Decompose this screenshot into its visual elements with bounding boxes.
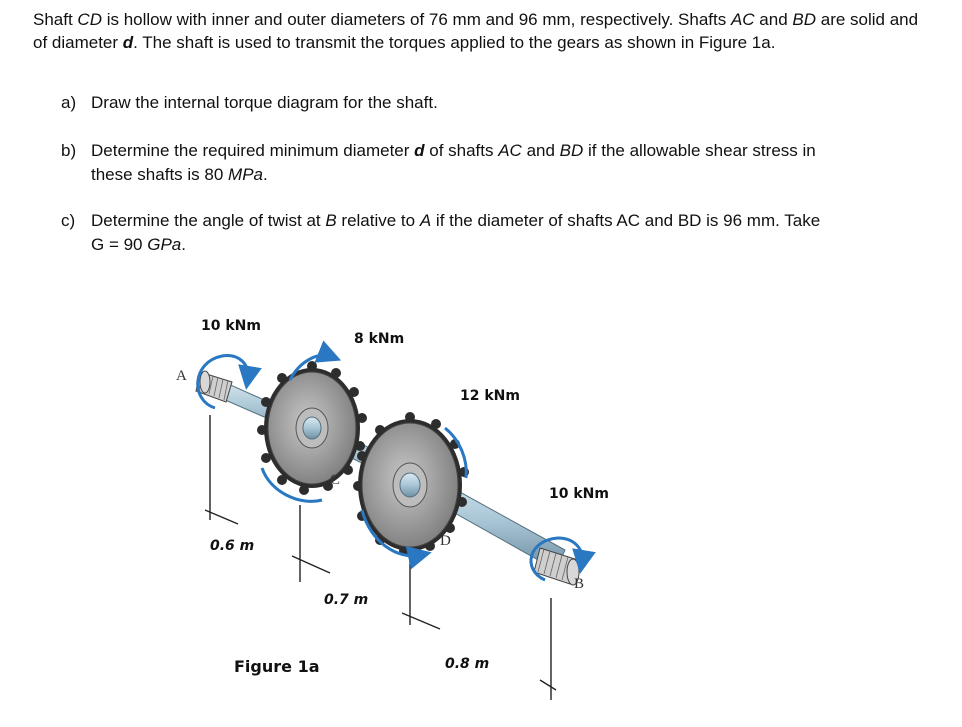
torque-label-b: 10 kNm [549, 486, 609, 502]
figure-caption: Figure 1a [234, 657, 320, 676]
length-label-ac: 0.6 m [210, 538, 255, 554]
length-label-db: 0.8 m [445, 656, 490, 672]
question-text: Draw the internal torque diagram for the shaft. [91, 93, 438, 112]
torque-label-c: 8 kNm [354, 331, 405, 347]
question-text: Determine the angle of twist at B relative to A if the diameter of shafts AC and BD is 96 mm. Take G = 90 GPa. [91, 211, 821, 254]
gear-c [257, 361, 367, 495]
point-label-b: B [574, 576, 585, 592]
question-label: c) [61, 211, 76, 230]
question-text: Determine the required minimum diameter d of shafts AC and BD if the allowable shear stress in these shafts is 80 MPa. [91, 141, 816, 184]
question-label: b) [61, 141, 77, 160]
torque-label-a: 10 kNm [201, 318, 261, 334]
problem-intro: Shaft CD is hollow with inner and outer diameters of 76 mm and 96 mm, respectively. Shafts AC and BD are solid and of diameter d. The shaft is used to transmit the torques applied to the gears as shown in Figure 1a. [33, 10, 919, 52]
question-label: a) [61, 93, 77, 112]
point-label-c: C [330, 472, 341, 488]
point-label-d: D [440, 533, 451, 549]
length-label-cd: 0.7 m [324, 592, 369, 608]
torque-label-d: 12 kNm [460, 388, 520, 404]
point-label-a: A [176, 368, 187, 384]
